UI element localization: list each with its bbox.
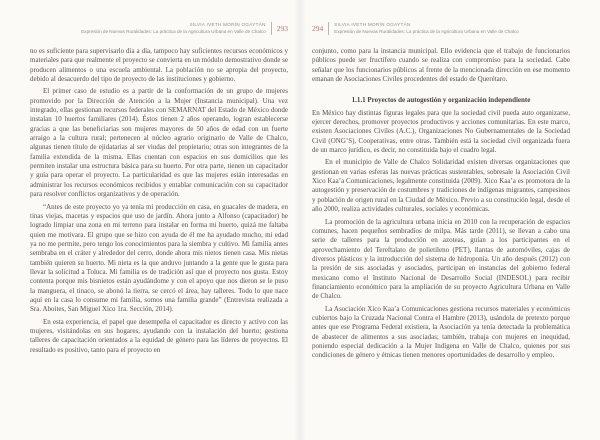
paragraph: La Asociación Xico Kaa’a Comunicaciones gestiona recursos materiales y económicos cubiertos bajo la Cruzada Nacional Contra el Hambre (2013), usándola de pretexto porque antes que ese Programa Federal existiera, la Asociación ya tenía detectada la problemática de abastecer de alimentos a sus asociadas; también, trabaja con mujeres en inequidad, poniendo especial dedicación a la Mujer Indígena en Valle de Chalco, quienes por sus condiciones de género y étnicas tienen menores oportunidades de desarrollo y empleo. [312, 304, 570, 360]
page-right [300, 0, 600, 440]
body-text-right [312, 47, 570, 361]
paragraph: no es suficiente para supervisarlo día a día, tampoco hay suficientes recursos económicos y materiales para que realmente el proyecto se convierta en un módulo demostrativo donde se producen alimentos o una escuela ambiental. La población no se apropia del proyecto, debido al desacuerdo del tipo de proyecto de las instituciones y gobierno. [30, 47, 288, 84]
running-header-right [312, 22, 570, 35]
paragraph: La promoción de la agricultura urbana inicia en 2010 con la recuperación de espacios comunes, hacen pequeños sembradíos de milpa. Más tarde (2011), se llevan a cabo una serie de talleres para la producción en azoteas, guían a los participantes en el aprovechamiento del Tereftalato de polietileno (PET), llantas de automóviles, cajas de diversos plásticos y la introducción del sistema de hidroponía. Un año después (2012) con la presión de sus asociadas y asociados, participan en instancias del gobierno federal mexicano como el Instituto Nacional de Desarrollo Social (INDESOL) para recibir financiamiento económico para la ampliación de su proyecto Agricultura Urbana en Valle de Chalco. [312, 217, 570, 301]
paragraph: En México hay distintas figuras legales para que la sociedad civil pueda auto organizarse, ejercer derechos, promover proyectos productivos y acciones comunitarias. En este marco, existen Asociaciones Civiles (A.C.), Organizaciones No Gubernamentales de la Sociedad Civil (ONG’S), Cooperativas, entre otras. También está la sociedad civil organizada fuera de un marco jurídico, es decir, no constituida bajo el cuadro legal. [312, 108, 570, 155]
running-header-left-text [81, 22, 266, 35]
running-header-title: Expresión de Nuevas Ruralidades: La práctica de la Agricultura Urbana en Valle de Chalco [334, 29, 519, 34]
page-number-right: 294 [312, 24, 324, 33]
paragraph-quote: “Antes de este proyecto yo ya tenía mi producción en casa, en guacales de madera, en tinas viejas, macetas y espacios que uso de jardín. Ahora junto a Alfonso (capacitador) he logrado limpiar una zona en mi terreno para instalar en forma mi huerto, quizá me faltaba quien me motivara. El grupo que se hizo con ayuda de él me ha ayudado mucho, mi edad ya no me permite, pero tengo los conocimientos para la siembra y cultivo. Mi familia antes sembraba en el cráter y alrededor del cerro, donde ahora mis nietos tienen casa. Mis nietas también quieren su huerto. Mi nieta es la que anduvo juntando a la gente que le gusta para llevar la solicitud a Toluca. Mi familia es de tradición así que el proyecto nos gusta. Estoy contenta porque mis bisnietos están ayudándome y con el apoyo que nos dieron se le puso la manguera, el tinaco, se abonó la tierra, se cercó el área, hay talleres. Todo lo que nace aquí en la casa lo consume mi familia, somos una familia grande” (Entrevista realizada a Sra. Aboites, San Miguel Xico 1ra. Sección, 2014). [30, 202, 288, 314]
running-header-author: SILVIA IVETH MORÍN OGAYTÁN [334, 22, 411, 27]
body-text-left [30, 47, 288, 355]
running-header-author: SILVIA IVETH MORÍN OGAYTÁN [189, 22, 266, 27]
running-header-title: Expresión de Nuevas Ruralidades: La práctica de la Agricultura Urbana en Valle de Chalco [81, 29, 266, 34]
page-number-left: 293 [276, 24, 288, 33]
paragraph: conjunto, como para la instancia municipal. Ello evidencia que el trabajo de funcionarios públicos puede ser fructífero cuando se realiza con compromiso para la sociedad. Cabe señalar que los funcionarios públicos al frente de la mencionada dirección en ese momento emanan de Asociaciones Civiles procedentes del estado de Querétaro. [312, 47, 570, 84]
paragraph: En el municipio de Valle de Chalco Solidaridad existen diversas organizaciones que gestionan en varias esferas las nuevas prácticas sustentables, sobresale la Asociación Civil Xico Kaa’a Comunicaciones, legalmente constituida (2009). Xico Kaa’a es promotora de la autogestión y preservación de costumbres y tradiciones de indígenas migrantes, campesinos y población de origen rural en la Ciudad de México. Previo a su constitución legal, desde el año 2000, realiza actividades culturales, sociales y económicas. [312, 158, 570, 214]
paragraph: En esta experiencia, el papel que desempeña el capacitador es directo y activo con las mujeres, visitándolas en sus hogares, ayudando con la instalación del huerto; gestiona talleres de capacitación orientados a la equidad de género para las líderes de proyectos. El resultado es positivo, tanto para el proyecto en [30, 317, 288, 354]
header-separator [271, 22, 272, 35]
paragraph: El primer caso de estudio es a partir de la conformación de un grupo de mujeres promovido por la Dirección de Atención a la Mujer (Instancia municipal). Una vez integrado, ellas gestionan recursos federales con SEMARNAT del Estado de México donde instalan 10 huertos familiares (2014). Éstos tienen 2 años operando, logran establecerse gracias a que las beneficiarias son mujeres mayores de 50 años de edad con un fuerte arraigo a la cultura rural; pertenecen al núcleo agrario originario de Valle de Chalco, algunas tienen título de ejidatarias al ser viudas del propietario; otras son integrantes de la familia extendida de la misma. Ellas cuentan con espacios en sus domicilios que les permiten instalar una estructura básica para su huerto. Por otra parte, tienen un capacitador y guía para operar el proyecto. La particularidad es que las mujeres están interesadas en administrar los recursos económicos recibidos y entablar comunicación con su capacitador para resolver conflictos organizativos y de operación. [30, 87, 288, 199]
running-header-right-text [334, 22, 519, 35]
header-separator [328, 22, 329, 35]
section-heading: 1.1.1 Proyectos de autogestión y organización independiente [351, 96, 531, 105]
running-header-left [30, 22, 288, 35]
